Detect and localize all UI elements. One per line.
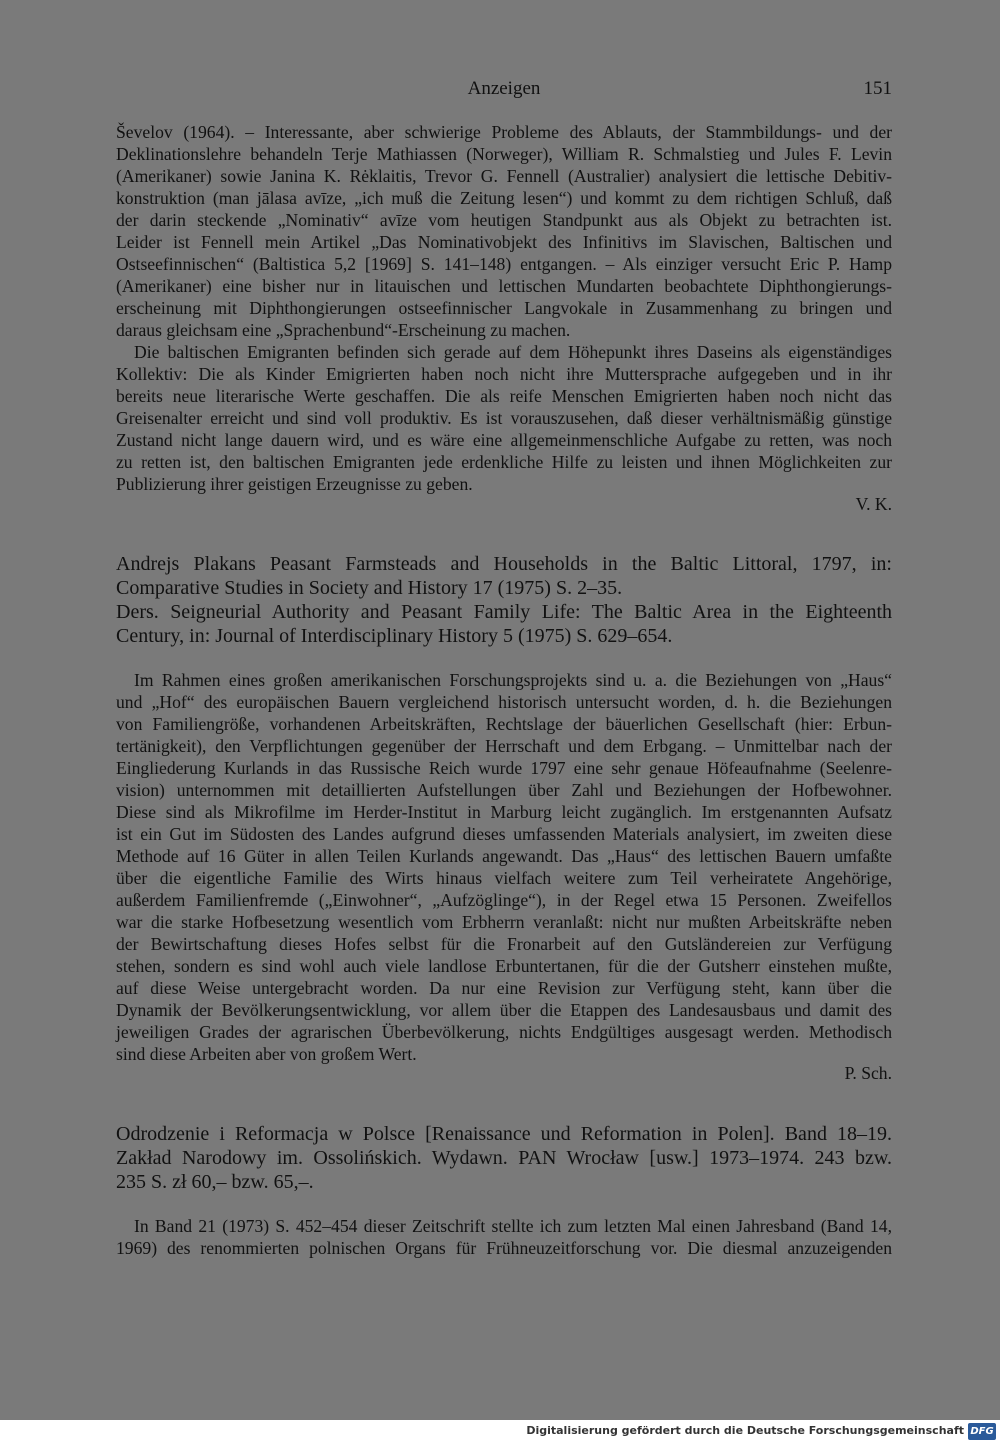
- text-line: zu retten ist, den baltischen Emigranten jede erdenkliche Hilfe zu leisten und ihnen Möglichkeiten zur: [116, 452, 892, 472]
- text-line: Zustand nicht lange dauern wird, und es wäre eine allgemeinmenschliche Aufgabe zu retten, was noch: [116, 430, 892, 450]
- text-line: Publizierung ihrer geistigen Erzeugnisse zu geben.: [116, 474, 473, 494]
- text-line: In Band 21 (1973) S. 452–454 dieser Zeitschrift stellte ich zum letzten Mal einen Jahresband (Band 14,: [134, 1216, 892, 1236]
- text-line: (Amerikaner) eine bisher nur in litauischen und lettischen Mundarten beobachtete Diphthongierungs-: [116, 276, 892, 296]
- text-line: Ostseefinnischen“ (Baltistica 5,2 [1969] S. 141–148) entgangen. – Als einziger versucht Eric P. Hamp: [116, 254, 892, 274]
- text-line: der Bewirtschaftung dieses Hofes selbst für die Fronarbeit auf den Gutsländereien zur Verfügung: [116, 934, 892, 954]
- text-line: (Amerikaner) sowie Janina K. Rėklaitis, Trevor G. Fennell (Australier) analysiert die lettische Debitiv-: [116, 166, 892, 186]
- text-line: über die eigentliche Familie des Wirts hinaus vielfach weitere zum Teil verheiratete Angehörige,: [116, 868, 892, 888]
- text-line: erscheinung mit Diphthongierungen ostseefinnischer Langvokale in Zusammenhang zu bringen und: [116, 298, 892, 318]
- text-line: konstruktion (man jālasa avīze, „ich muß die Zeitung lesen“) und kommt zu dem richtigen Schluß, daß: [116, 188, 892, 208]
- reviewer-signature: V. K.: [855, 494, 892, 514]
- text-line: 1969) des renommierten polnischen Organs für Frühneuzeitforschung vor. Die diesmal anzuzeigenden: [116, 1238, 892, 1258]
- text-line: Im Rahmen eines großen amerikanischen Forschungsprojekts sind u. a. die Beziehungen von „Haus“: [134, 670, 892, 690]
- text-line: war die starke Hofbesetzung wesentlich vom Erbherrn veranlaßt: nicht nur mußten Arbeitskräfte neben: [116, 912, 892, 932]
- text-line: und „Hof“ des europäischen Bauern vergleichend historisch untersucht worden, d. h. die Beziehungen: [116, 692, 892, 712]
- text-line: ist ein Gut im Südosten des Landes aufgrund dieses umfassenden Materials analysiert, im zweiten diese: [116, 824, 892, 844]
- text-line: Kollektiv: Die als Kinder Emigrierten haben noch nicht ihre Muttersprache aufgegeben und in ihr: [116, 364, 892, 384]
- text-line: Methode auf 16 Güter in allen Teilen Kurlands angewandt. Das „Haus“ des lettischen Bauern umfaßte: [116, 846, 892, 866]
- text-line: Dynamik der Bevölkerungsentwicklung, vor allem über die Etappen des Landesausbaus und damit des: [116, 1000, 892, 1020]
- text-line: Leider ist Fennell mein Artikel „Das Nominativobjekt des Infinitivs im Slavischen, Baltischen und: [116, 232, 892, 252]
- review-title-line: Zakład Narodowy im. Ossolińskich. Wydawn. PAN Wrocław [usw.] 1973–1974. 243 bzw.: [116, 1147, 892, 1169]
- text-line: von Familiengröße, vorhandenen Arbeitskräften, Rechtslage der bäuerlichen Gesellschaft (hier: Erbun-: [116, 714, 892, 734]
- review-title-line: Century, in: Journal of Interdisciplinary History 5 (1975) S. 629–654.: [116, 625, 673, 647]
- text-line: Greisenalter erreicht und sind voll produktiv. Es ist vorauszusehen, daß dieser verhältnismäßig günstige: [116, 408, 892, 428]
- text-line: außerdem Familienfremde („Einwohner“, „Aufzöglinge“), in der Regel etwa 15 Personen. Zweifellos: [116, 890, 892, 910]
- text-line: der darin steckende „Nominativ“ avīze vom heutigen Standpunkt aus als Objekt zu betrachten ist.: [116, 210, 892, 230]
- review-title-line: Comparative Studies in Society and History 17 (1975) S. 2–35.: [116, 577, 623, 599]
- text-line: tertänigkeit), den Verpflichtungen gegenüber der Herrschaft und dem Erbgang. – Unmittelbar nach der: [116, 736, 892, 756]
- header-title: Anzeigen: [467, 78, 541, 99]
- text-line: Diese sind als Mikrofilme im Herder-Institut in Marburg leicht zugänglich. Im erstgenannten Aufsatz: [116, 802, 892, 822]
- running-header: [116, 78, 892, 104]
- text-line: bereits neue literarische Werte geschaffen. Die als reife Menschen Emigrierten haben noch nicht das: [116, 386, 892, 406]
- text-line: Deklinationslehre behandeln Terje Mathiassen (Norweger), William R. Schmalstieg und Jules F. Levin: [116, 144, 892, 164]
- review-title-line: Ders. Seigneurial Authority and Peasant Family Life: The Baltic Area in the Eighteenth: [116, 601, 892, 623]
- text-line: auf diese Weise untergebracht worden. Da nur eine Revision zur Verfügung steht, kann über die: [116, 978, 892, 998]
- footer-credit-text: Digitalisierung gefördert durch die Deutsche Forschungsgemeinschaft: [526, 1424, 964, 1437]
- text-line: Die baltischen Emigranten befinden sich gerade auf dem Höhepunkt ihres Daseins als eigenständiges: [134, 342, 892, 362]
- review-title-line: 235 S. zł 60,– bzw. 65,–.: [116, 1171, 314, 1193]
- text-line: vision) unternommen mit detaillierten Aufstellungen über Zahl und Beziehungen der Hofbewohner.: [116, 780, 892, 800]
- dfg-logo: DFG: [968, 1423, 996, 1440]
- digitization-footer: [0, 1420, 1000, 1444]
- text-line: jeweiligen Grades der agrarischen Überbevölkerung, nichts Endgültiges ausgesagt werden. Methodisch: [116, 1022, 892, 1042]
- text-line: Ševelov (1964). – Interessante, aber schwierige Probleme des Ablauts, der Stammbildungs- und der: [116, 122, 892, 142]
- text-line: daraus gleichsam eine „Sprachenbund“-Erscheinung zu machen.: [116, 320, 571, 340]
- reviewer-signature: P. Sch.: [844, 1063, 892, 1083]
- review-title-line: Odrodzenie i Reformacja w Polsce [Renaissance und Reformation in Polen]. Band 18–19.: [116, 1123, 892, 1145]
- review-title-line: Andrejs Plakans Peasant Farmsteads and Households in the Baltic Littoral, 1797, in:: [116, 553, 892, 575]
- text-line: stehen, sondern es sind wohl auch viele landlose Erbuntertanen, für die der Gutsherr einstehen mußte,: [116, 956, 892, 976]
- page-number: 151: [863, 78, 892, 99]
- text-line: Eingliederung Kurlands in das Russische Reich wurde 1797 eine sehr genaue Höfeaufnahme (Seelenre-: [116, 758, 892, 778]
- text-line: sind diese Arbeiten aber von großem Wert.: [116, 1044, 417, 1064]
